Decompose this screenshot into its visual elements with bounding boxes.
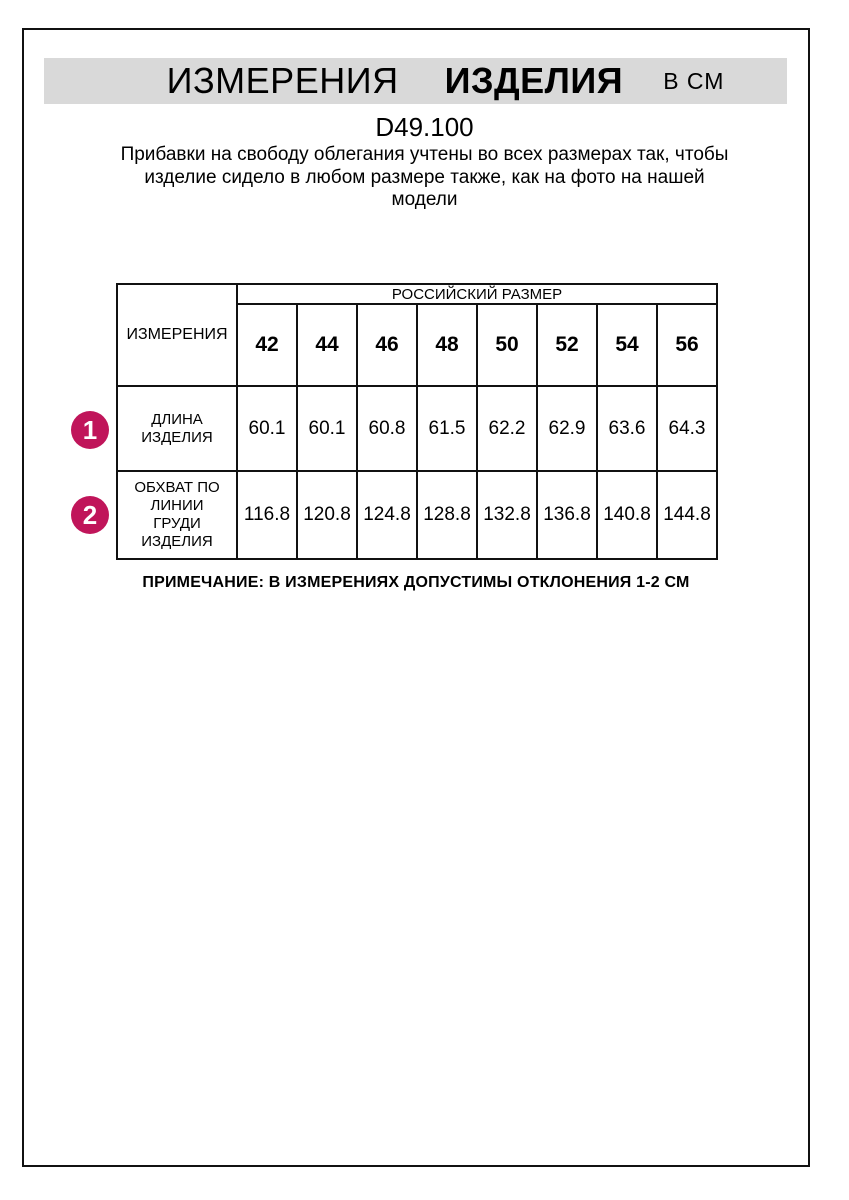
value-cell: 120.8 [297, 471, 357, 559]
article-number: D49.100 [375, 112, 474, 142]
value-cell: 132.8 [477, 471, 537, 559]
value-cell: 60.8 [357, 386, 417, 471]
description-line-3: модели [391, 189, 458, 210]
value-cell: 124.8 [357, 471, 417, 559]
size-header-cell: 44 [297, 304, 357, 386]
size-group-header: РОССИЙСКИЙ РАЗМЕР [237, 284, 717, 304]
product-description [0, 144, 849, 212]
value-cell: 60.1 [237, 386, 297, 471]
row-label-length: ДЛИНА ИЗДЕЛИЯ [117, 386, 237, 471]
value-cell: 128.8 [417, 471, 477, 559]
value-cell: 64.3 [657, 386, 717, 471]
description-line-2: изделие сидело в любом размере также, как на фото на нашей [144, 166, 705, 188]
value-cell: 136.8 [537, 471, 597, 559]
value-cell: 140.8 [597, 471, 657, 559]
banner-word-product: ИЗДЕЛИЯ [444, 60, 624, 101]
value-cell: 62.2 [477, 386, 537, 471]
row-marker-badge-1: 1 [71, 411, 109, 449]
value-cell: 116.8 [237, 471, 297, 559]
size-header-cell: 50 [477, 304, 537, 386]
value-cell: 144.8 [657, 471, 717, 559]
table-row-chest [117, 471, 717, 559]
description-line-1: Прибавки на свободу облегания учтены во всех размерах так, чтобы [120, 144, 729, 165]
value-cell: 60.1 [297, 386, 357, 471]
value-cell: 63.6 [597, 386, 657, 471]
size-header-cell: 46 [357, 304, 417, 386]
note-text: ПРИМЕЧАНИЕ: В ИЗМЕРЕНИЯХ ДОПУСТИМЫ ОТКЛОНЕНИЯ 1-2 СМ [142, 574, 690, 591]
size-header-cell: 48 [417, 304, 477, 386]
row-label-chest: ОБХВАТ ПО ЛИНИИ ГРУДИ ИЗДЕЛИЯ [117, 471, 237, 559]
banner-word-measurements: ИЗМЕРЕНИЯ [166, 60, 399, 101]
value-cell: 62.9 [537, 386, 597, 471]
title-banner [44, 58, 787, 104]
measurements-table [116, 283, 718, 560]
corner-header-cell: ИЗМЕРЕНИЯ [117, 284, 237, 386]
size-header-cell: 54 [597, 304, 657, 386]
size-header-cell: 42 [237, 304, 297, 386]
row-marker-badge-2: 2 [71, 496, 109, 534]
value-cell: 61.5 [417, 386, 477, 471]
table-row-length [117, 386, 717, 471]
banner-unit-label: В СМ [663, 67, 725, 94]
size-header-cell: 52 [537, 304, 597, 386]
size-header-cell: 56 [657, 304, 717, 386]
